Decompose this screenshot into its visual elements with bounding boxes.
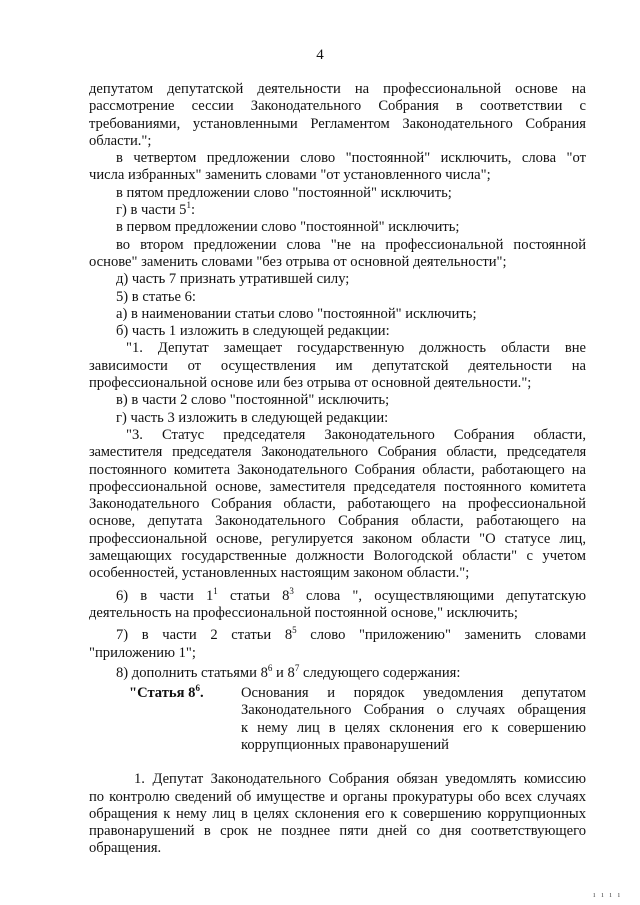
text-line: профессиональной основе, заместителя председателя постоянного комитета: [89, 478, 586, 495]
text-line: правонарушений в срок не позднее пяти дней со дня соответствующего: [89, 823, 586, 840]
text-line: в) в части 2 слово "постоянной" исключить;: [116, 392, 390, 409]
text-line: профессиональной основе, регулируется законом области "О статусе лиц,: [89, 530, 586, 547]
text-line: постоянного комитета Законодательного Собрания области, работающего на: [89, 461, 586, 478]
text-line: особенностей, установленных настоящим законом области.";: [89, 565, 470, 582]
text-line: обращения.: [89, 840, 162, 857]
text-line: "3. Статус председателя Законодательного Собрания области,: [126, 426, 586, 443]
text-line: числа избранных" заменить словами "от установленного числа";: [89, 167, 491, 184]
footer-mark: ı ı ı ı: [593, 890, 622, 899]
text-line: "1. Депутат замещает государственную должность области вне: [126, 340, 586, 357]
text-line: 5) в статье 6:: [116, 288, 196, 305]
text-line: г) в части $5^1$:: [116, 200, 196, 219]
text-line: основе, депутата Законодательного Собрания области, работающего на: [89, 513, 586, 530]
text-line: в первом предложении слово "постоянной" исключить;: [116, 219, 460, 236]
text-line: замещающих государственные должности Вологодской области" с учетом: [89, 548, 586, 565]
text-line: деятельность на профессиональной постоянной основе," исключить;: [89, 604, 518, 621]
text-line: 6) в части $1^1$ статьи $8^3$ слова ", осуществляющими депутатскую: [116, 585, 586, 604]
text-line: в четвертом предложении слово "постоянной" исключить, слова "от: [116, 150, 586, 167]
article-title-line: Законодательного Собрания о случаях обращения: [241, 702, 586, 719]
text-line: 1. Депутат Законодательного Собрания обязан уведомлять комиссию: [134, 771, 586, 788]
text-line: обращения к нему лиц в целях склонения его к совершению коррупционных: [89, 805, 586, 822]
article-title-line: коррупционных правонарушений: [241, 736, 449, 753]
text-line: 7) в части 2 статьи $8^5$ слово "приложению" заменить словами: [116, 625, 587, 644]
text-line: области.";: [89, 132, 152, 149]
text-line: основе" заменить словами "без отрыва от основной деятельности";: [89, 253, 507, 270]
text-line: Законодательного Собрания области, работающего на профессиональной: [89, 496, 586, 513]
text-line: рассмотрение сессии Законодательного Собрания в соответствии с: [89, 98, 586, 115]
text-line: в пятом предложении слово "постоянной" исключить;: [116, 184, 452, 201]
document-body: [89, 81, 586, 858]
text-line: профессиональной основе или без отрыва от основной деятельности.";: [89, 375, 532, 392]
text-line: требованиями, установленными Регламентом Законодательного Собрания: [89, 115, 586, 132]
text-line: д) часть 7 признать утратившей силу;: [116, 271, 350, 288]
article-title-line: Основания и порядок уведомления депутатом: [241, 685, 586, 702]
text-line: зависимости от осуществления им депутатской деятельности на: [89, 357, 586, 374]
text-line: 8) дополнить статьями $8^6$ и $8^7$ следующего содержания:: [116, 662, 461, 681]
text-line: по контролю сведений об имуществе и органы прокуратуры обо всех случаях: [89, 788, 586, 805]
text-line: "приложению 1";: [89, 644, 196, 661]
article-heading: [89, 685, 586, 754]
text-line: депутатом депутатской деятельности на профессиональной основе на: [89, 81, 586, 97]
text-line: а) в наименовании статьи слово "постоянной" исключить;: [116, 305, 477, 322]
text-line: во втором предложении слова "не на профессиональной постоянной: [116, 236, 586, 253]
article-title: [241, 685, 586, 754]
text-line: г) часть 3 изложить в следующей редакции:: [116, 409, 389, 426]
text-line: б) часть 1 изложить в следующей редакции:: [116, 323, 390, 340]
article-title-line: к нему лиц в целях склонения его к совершению: [241, 719, 586, 736]
text-line: заместителя председателя Законодательного Собрания области, председателя: [89, 444, 586, 461]
page-number: 4: [316, 47, 324, 63]
article-label: "Статья $8^6$.: [129, 683, 204, 702]
